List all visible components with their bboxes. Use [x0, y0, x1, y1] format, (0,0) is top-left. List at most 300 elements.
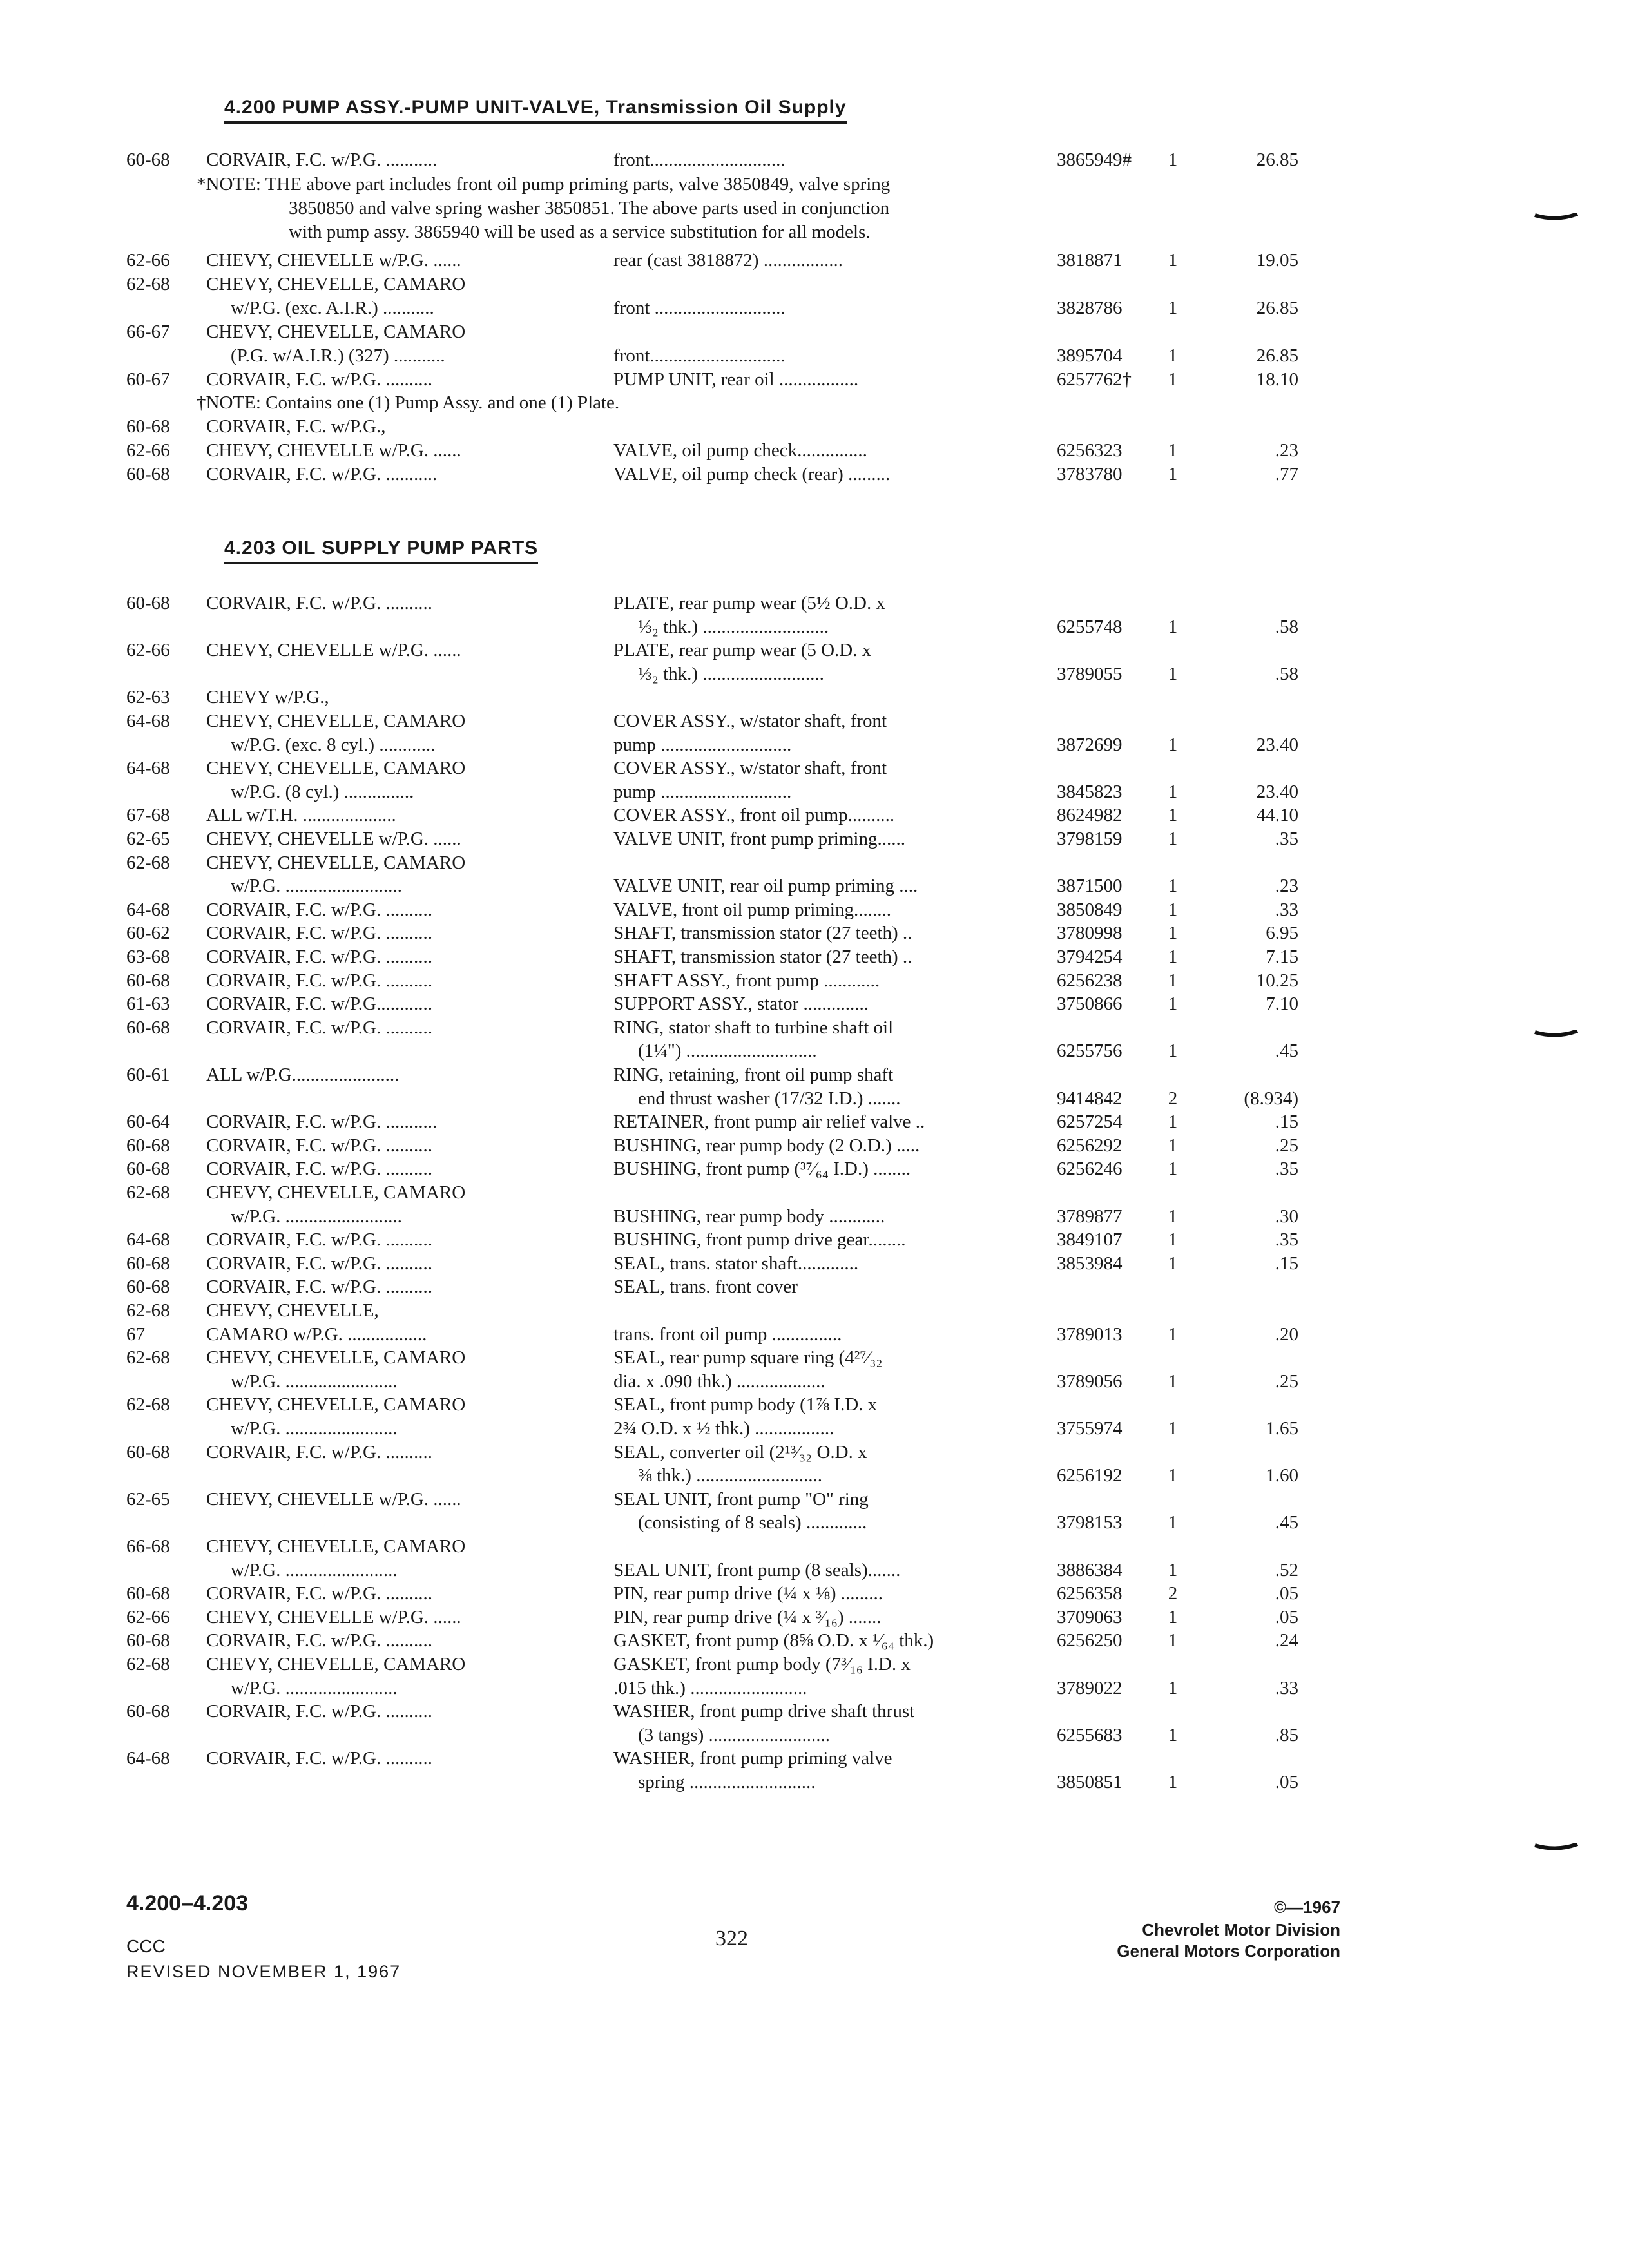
model-cell: CHEVY, CHEVELLE w/P.G. ...... [206, 829, 461, 849]
quantity-cell: 1 [1168, 1512, 1178, 1533]
model-cell: w/P.G. (exc. A.I.R.) ........... [231, 298, 434, 318]
part-row [0, 1677, 1629, 1700]
part-row [0, 1511, 1629, 1535]
part-row [0, 1559, 1629, 1582]
description-cell: SHAFT, transmission stator (27 teeth) .. [613, 947, 912, 967]
price-cell: .25 [1275, 1135, 1298, 1156]
description-cell: front............................. [613, 149, 786, 170]
year-cell: 60-68 [126, 1017, 170, 1038]
part-row [0, 969, 1629, 993]
description-cell: PLATE, rear pump wear (5 O.D. x [613, 640, 872, 660]
quantity-cell: 1 [1168, 1111, 1178, 1132]
quantity-cell: 1 [1168, 1206, 1178, 1227]
model-cell: CHEVY, CHEVELLE w/P.G. ...... [206, 1489, 461, 1510]
part-number-cell: 6256250 [1057, 1630, 1123, 1651]
footer-section-range: 4.200–4.203 [126, 1891, 249, 1916]
description-cell: SEAL, trans. front cover [613, 1276, 798, 1297]
part-row [0, 756, 1629, 780]
price-cell: .35 [1275, 1158, 1298, 1179]
part-number-cell: 3750866 [1057, 994, 1123, 1014]
model-cell: w/P.G. (8 cyl.) ............... [231, 782, 414, 802]
price-cell: .20 [1275, 1324, 1298, 1345]
margin-mark [1534, 213, 1579, 223]
price-cell: .33 [1275, 1678, 1298, 1698]
quantity-cell: 1 [1168, 923, 1178, 943]
model-cell: CHEVY, CHEVELLE, CAMARO [206, 1654, 466, 1675]
quantity-cell: 1 [1168, 464, 1178, 485]
quantity-cell: 1 [1168, 345, 1178, 366]
year-cell: 60-64 [126, 1111, 170, 1132]
quantity-cell: 1 [1168, 1324, 1178, 1345]
model-cell: CHEVY, CHEVELLE, CAMARO [206, 322, 466, 342]
part-row [0, 992, 1629, 1016]
year-cell: 64-68 [126, 899, 170, 920]
part-number-cell: 3794254 [1057, 947, 1123, 967]
model-cell: CORVAIR, F.C. w/P.G. ........... [206, 1111, 438, 1132]
model-cell: CORVAIR, F.C. w/P.G., [206, 416, 386, 437]
part-number-cell: 3789055 [1057, 664, 1123, 684]
price-cell: .35 [1275, 1229, 1298, 1250]
quantity-cell: 1 [1168, 1371, 1178, 1392]
price-cell: .23 [1275, 876, 1298, 896]
price-cell: 7.15 [1266, 947, 1298, 967]
quantity-cell: 1 [1168, 782, 1178, 802]
part-row [0, 320, 1629, 344]
part-number-cell: 3845823 [1057, 782, 1123, 802]
description-cell: pump ............................ [613, 735, 792, 755]
part-number-cell: 6256323 [1057, 440, 1123, 461]
model-cell: CORVAIR, F.C. w/P.G. .......... [206, 1748, 432, 1769]
quantity-cell: 1 [1168, 947, 1178, 967]
quantity-cell: 1 [1168, 1630, 1178, 1651]
part-number-cell: 3709063 [1057, 1607, 1123, 1628]
model-cell: w/P.G. ........................ [231, 1560, 398, 1581]
model-cell: CORVAIR, F.C. w/P.G. .......... [206, 593, 432, 613]
description-cell: WASHER, front pump priming valve [613, 1748, 892, 1769]
part-number-cell: 3798159 [1057, 829, 1123, 849]
quantity-cell: 1 [1168, 1560, 1178, 1581]
description-cell: GASKET, front pump body (7³⁄₁₆ I.D. x [613, 1654, 911, 1675]
part-row [0, 1629, 1629, 1653]
year-cell: 64-68 [126, 711, 170, 731]
part-row [0, 1606, 1629, 1629]
description-cell: VALVE UNIT, front pump priming...... [613, 829, 905, 849]
model-cell: CHEVY, CHEVELLE w/P.G. ...... [206, 250, 461, 271]
part-row [0, 1464, 1629, 1488]
part-number-cell: 6255748 [1057, 617, 1123, 637]
model-cell: CAMARO w/P.G. ................. [206, 1324, 427, 1345]
part-number-cell: 6255683 [1057, 1725, 1123, 1745]
price-cell: .05 [1275, 1772, 1298, 1792]
description-cell: (consisting of 8 seals) ............. [638, 1512, 867, 1533]
quantity-cell: 1 [1168, 1229, 1178, 1250]
model-cell: CORVAIR, F.C. w/P.G. .......... [206, 1701, 432, 1722]
part-row [0, 1228, 1629, 1252]
price-cell: 6.95 [1266, 923, 1298, 943]
part-number-cell: 3789022 [1057, 1678, 1123, 1698]
part-number-cell: 3849107 [1057, 1229, 1123, 1250]
quantity-cell: 1 [1168, 149, 1178, 170]
year-cell: 62-68 [126, 1182, 170, 1203]
model-cell: w/P.G. ........................ [231, 1678, 398, 1698]
price-cell: 23.40 [1256, 735, 1298, 755]
quantity-cell: 1 [1168, 735, 1178, 755]
part-row [0, 898, 1629, 922]
description-cell: ⅓₂ thk.) ........................... [638, 617, 829, 637]
price-cell: .05 [1275, 1607, 1298, 1628]
quantity-cell: 1 [1168, 829, 1178, 849]
quantity-cell: 1 [1168, 1158, 1178, 1179]
quantity-cell: 1 [1168, 1772, 1178, 1792]
price-cell: 19.05 [1256, 250, 1298, 271]
year-cell: 66-68 [126, 1536, 170, 1557]
part-row [0, 1441, 1629, 1465]
part-row [0, 662, 1629, 686]
model-cell: CORVAIR, F.C. w/P.G. .......... [206, 1017, 432, 1038]
part-row [0, 1535, 1629, 1559]
description-cell: RING, retaining, front oil pump shaft [613, 1064, 894, 1085]
model-cell: w/P.G. (exc. 8 cyl.) ............ [231, 735, 436, 755]
part-row [0, 591, 1629, 615]
model-cell: CHEVY, CHEVELLE, CAMARO [206, 1536, 466, 1557]
year-cell: 60-68 [126, 464, 170, 485]
margin-mark [1534, 1843, 1579, 1853]
year-cell: 62-68 [126, 1300, 170, 1321]
page-number: 322 [715, 1927, 748, 1950]
part-row [0, 615, 1629, 639]
price-cell: .58 [1275, 617, 1298, 637]
part-row [0, 1700, 1629, 1724]
year-cell: 62-68 [126, 274, 170, 294]
part-number-cell: 6256246 [1057, 1158, 1123, 1179]
part-row [0, 415, 1629, 439]
part-row [0, 1063, 1629, 1087]
model-cell: CORVAIR, F.C. w/P.G. ........... [206, 464, 438, 485]
year-cell: 60-68 [126, 1442, 170, 1463]
description-cell: trans. front oil pump ............... [613, 1324, 842, 1345]
year-cell: 60-68 [126, 593, 170, 613]
description-cell: (3 tangs) .......................... [638, 1725, 831, 1745]
part-number-cell: 3755974 [1057, 1418, 1123, 1439]
year-cell: 62-66 [126, 1607, 170, 1628]
part-row [0, 1488, 1629, 1512]
description-cell: COVER ASSY., w/stator shaft, front [613, 758, 887, 778]
margin-mark [1534, 1030, 1579, 1040]
year-cell: 62-65 [126, 829, 170, 849]
part-number-cell: 6256192 [1057, 1465, 1123, 1486]
description-cell: (1¼") ............................ [638, 1041, 817, 1061]
part-row [0, 1181, 1629, 1205]
model-cell: CHEVY, CHEVELLE w/P.G. ...... [206, 1607, 461, 1628]
quantity-cell: 1 [1168, 369, 1178, 390]
description-cell: SEAL UNIT, front pump (8 seals)....... [613, 1560, 901, 1581]
part-number-cell: 3871500 [1057, 876, 1123, 896]
note-line: with pump assy. 3865940 will be used as a service substitution for all models. [289, 222, 871, 242]
part-row [0, 1275, 1629, 1299]
part-row [0, 1299, 1629, 1323]
quantity-cell: 1 [1168, 1135, 1178, 1156]
part-number-cell: 6255756 [1057, 1041, 1123, 1061]
part-row [0, 344, 1629, 368]
year-cell: 62-68 [126, 1394, 170, 1415]
price-cell: .30 [1275, 1206, 1298, 1227]
quantity-cell: 1 [1168, 1607, 1178, 1628]
part-row [0, 874, 1629, 898]
part-row [0, 296, 1629, 320]
description-cell: ⅜ thk.) ........................... [638, 1465, 822, 1486]
quantity-cell: 1 [1168, 899, 1178, 920]
description-cell: PUMP UNIT, rear oil ................. [613, 369, 859, 390]
description-cell: WASHER, front pump drive shaft thrust [613, 1701, 915, 1722]
year-cell: 60-68 [126, 1158, 170, 1179]
model-cell: w/P.G. ........................ [231, 1418, 398, 1439]
model-cell: w/P.G. ......................... [231, 1206, 402, 1227]
model-cell: CHEVY w/P.G., [206, 687, 329, 707]
part-row [0, 1417, 1629, 1441]
model-cell: CHEVY, CHEVELLE, CAMARO [206, 1394, 466, 1415]
model-cell: ALL w/P.G....................... [206, 1064, 400, 1085]
price-cell: 7.10 [1266, 994, 1298, 1014]
part-row [0, 1653, 1629, 1677]
price-cell: 26.85 [1256, 345, 1298, 366]
model-cell: CHEVY, CHEVELLE w/P.G. ...... [206, 440, 461, 461]
price-cell: 1.65 [1266, 1418, 1298, 1439]
model-cell: CHEVY, CHEVELLE, CAMARO [206, 1347, 466, 1368]
part-number-cell: 6257254 [1057, 1111, 1123, 1132]
model-cell: CHEVY, CHEVELLE, CAMARO [206, 1182, 466, 1203]
dagger-note: †NOTE: Contains one (1) Pump Assy. and one (1) Plate. [197, 392, 620, 413]
model-cell: w/P.G. ........................ [231, 1371, 398, 1392]
part-row [0, 1087, 1629, 1111]
description-cell: BUSHING, rear pump body ............ [613, 1206, 885, 1227]
price-cell: 18.10 [1256, 369, 1298, 390]
part-row [0, 1393, 1629, 1417]
part-row [0, 1370, 1629, 1394]
price-cell: .58 [1275, 664, 1298, 684]
price-cell: .45 [1275, 1512, 1298, 1533]
footer-corporation: General Motors Corporation [1117, 1941, 1340, 1961]
model-cell: CHEVY, CHEVELLE, [206, 1300, 379, 1321]
quantity-cell: 2 [1168, 1583, 1178, 1604]
description-cell: PLATE, rear pump wear (5½ O.D. x [613, 593, 886, 613]
description-cell: PIN, rear pump drive (¼ x ⅛) ......... [613, 1583, 883, 1604]
description-cell: end thrust washer (17/32 I.D.) ....... [638, 1088, 901, 1109]
part-row [0, 1346, 1629, 1370]
footer-division: Chevrolet Motor Division [1142, 1920, 1340, 1939]
part-number-cell: 3850849 [1057, 899, 1123, 920]
part-row [0, 463, 1629, 486]
part-row [0, 639, 1629, 662]
part-number-cell: 3798153 [1057, 1512, 1123, 1533]
description-cell: VALVE, front oil pump priming........ [613, 899, 891, 920]
model-cell: CHEVY, CHEVELLE w/P.G. ...... [206, 640, 461, 660]
model-cell: CORVAIR, F.C. w/P.G. .......... [206, 1442, 432, 1463]
price-cell: .25 [1275, 1371, 1298, 1392]
model-cell: CORVAIR, F.C. w/P.G. .......... [206, 970, 432, 991]
part-row [0, 709, 1629, 733]
year-cell: 62-63 [126, 687, 170, 707]
price-cell: .05 [1275, 1583, 1298, 1604]
model-cell: CORVAIR, F.C. w/P.G. .......... [206, 1229, 432, 1250]
part-row [0, 1724, 1629, 1747]
part-row [0, 780, 1629, 804]
price-cell: .24 [1275, 1630, 1298, 1651]
description-cell: .015 thk.) ......................... [613, 1678, 807, 1698]
model-cell: CORVAIR, F.C. w/P.G. .......... [206, 1158, 432, 1179]
quantity-cell: 1 [1168, 876, 1178, 896]
part-number-cell: 3780998 [1057, 923, 1123, 943]
quantity-cell: 1 [1168, 970, 1178, 991]
year-cell: 62-66 [126, 250, 170, 271]
section-4200-title: 4.200 PUMP ASSY.-PUMP UNIT-VALVE, Transmission Oil Supply [224, 97, 847, 124]
quantity-cell: 1 [1168, 1418, 1178, 1439]
model-cell: ALL w/T.H. .................... [206, 805, 396, 825]
year-cell: 60-68 [126, 1583, 170, 1604]
part-number-cell: 3850851 [1057, 1772, 1123, 1792]
part-number-cell: 3895704 [1057, 345, 1123, 366]
part-number-cell: 8624982 [1057, 805, 1123, 825]
price-cell: .85 [1275, 1725, 1298, 1745]
year-cell: 64-68 [126, 1229, 170, 1250]
quantity-cell: 1 [1168, 805, 1178, 825]
description-cell: SHAFT, transmission stator (27 teeth) .. [613, 923, 912, 943]
part-row [0, 733, 1629, 757]
model-cell: CORVAIR, F.C. w/P.G. .......... [206, 1276, 432, 1297]
part-row [0, 439, 1629, 463]
year-cell: 60-68 [126, 149, 170, 170]
description-cell: SEAL, converter oil (2¹³⁄₃₂ O.D. x [613, 1442, 867, 1463]
description-cell: SEAL, trans. stator shaft............. [613, 1253, 859, 1274]
description-cell: VALVE UNIT, rear oil pump priming .... [613, 876, 918, 896]
price-cell: 44.10 [1256, 805, 1298, 825]
part-number-cell: 3828786 [1057, 298, 1123, 318]
note-line: 3850850 and valve spring washer 3850851. The above parts used in conjunction [289, 198, 890, 218]
description-cell: BUSHING, rear pump body (2 O.D.) ..... [613, 1135, 920, 1156]
part-number-cell: 3783780 [1057, 464, 1123, 485]
model-cell: CORVAIR, F.C. w/P.G. .......... [206, 1253, 432, 1274]
year-cell: 61-63 [126, 994, 170, 1014]
part-number-cell: 3865949# [1057, 149, 1132, 170]
part-row [0, 148, 1629, 172]
description-cell: VALVE, oil pump check (rear) ......... [613, 464, 891, 485]
price-cell: (8.934) [1244, 1088, 1298, 1109]
part-row [0, 945, 1629, 969]
part-number-cell: 3886384 [1057, 1560, 1123, 1581]
quantity-cell: 1 [1168, 1678, 1178, 1698]
price-cell: .77 [1275, 464, 1298, 485]
year-cell: 62-68 [126, 1654, 170, 1675]
year-cell: 60-68 [126, 1135, 170, 1156]
description-cell: SEAL, rear pump square ring (4²⁷⁄₃₂ [613, 1347, 883, 1368]
part-row [0, 1771, 1629, 1794]
description-cell: PIN, rear pump drive (¼ x ³⁄₁₆) ....... [613, 1607, 882, 1628]
part-row [0, 1747, 1629, 1771]
part-row [0, 851, 1629, 875]
quantity-cell: 1 [1168, 250, 1178, 271]
part-row [0, 1039, 1629, 1063]
year-cell: 67 [126, 1324, 145, 1345]
price-cell: .45 [1275, 1041, 1298, 1061]
part-row [0, 1157, 1629, 1181]
description-cell: 2¾ O.D. x ½ thk.) ................. [613, 1418, 834, 1439]
footer-revised-date: REVISED NOVEMBER 1, 1967 [126, 1962, 401, 1981]
part-row [0, 1016, 1629, 1040]
year-cell: 60-61 [126, 1064, 170, 1085]
description-cell: SHAFT ASSY., front pump ............ [613, 970, 880, 991]
price-cell: .15 [1275, 1253, 1298, 1274]
footer-code: CCC [126, 1936, 166, 1956]
quantity-cell: 1 [1168, 298, 1178, 318]
year-cell: 62-66 [126, 440, 170, 461]
description-cell: RING, stator shaft to turbine shaft oil [613, 1017, 894, 1038]
part-row [0, 1110, 1629, 1134]
year-cell: 60-68 [126, 1253, 170, 1274]
quantity-cell: 1 [1168, 1253, 1178, 1274]
part-row [0, 273, 1629, 296]
model-cell: w/P.G. ......................... [231, 876, 402, 896]
description-cell: SUPPORT ASSY., stator .............. [613, 994, 869, 1014]
copyright: ©—1967 [1274, 1898, 1340, 1917]
year-cell: 62-66 [126, 640, 170, 660]
year-cell: 60-68 [126, 1701, 170, 1722]
part-number-cell: 9414842 [1057, 1088, 1123, 1109]
year-cell: 62-68 [126, 1347, 170, 1368]
part-number-cell: 3789056 [1057, 1371, 1123, 1392]
model-cell: CHEVY, CHEVELLE, CAMARO [206, 274, 466, 294]
description-cell: rear (cast 3818872) ................. [613, 250, 843, 271]
price-cell: 26.85 [1256, 298, 1298, 318]
year-cell: 60-68 [126, 970, 170, 991]
description-cell: front ............................ [613, 298, 786, 318]
part-row [0, 827, 1629, 851]
part-row [0, 921, 1629, 945]
year-cell: 60-68 [126, 1630, 170, 1651]
part-row [0, 249, 1629, 273]
price-cell: .15 [1275, 1111, 1298, 1132]
description-cell: dia. x .090 thk.) ................... [613, 1371, 825, 1392]
description-cell: COVER ASSY., w/stator shaft, front [613, 711, 887, 731]
part-row [0, 1134, 1629, 1158]
model-cell: CHEVY, CHEVELLE, CAMARO [206, 711, 466, 731]
year-cell: 62-68 [126, 852, 170, 873]
year-cell: 66-67 [126, 322, 170, 342]
price-cell: 10.25 [1256, 970, 1298, 991]
price-cell: .52 [1275, 1560, 1298, 1581]
part-row [0, 1252, 1629, 1276]
part-row [0, 368, 1629, 392]
model-cell: CORVAIR, F.C. w/P.G. .......... [206, 369, 432, 390]
quantity-cell: 1 [1168, 1041, 1178, 1061]
part-number-cell: 3789877 [1057, 1206, 1123, 1227]
price-cell: .35 [1275, 829, 1298, 849]
description-cell: GASKET, front pump (8⅝ O.D. x ¹⁄₆₄ thk.) [613, 1630, 934, 1651]
part-number-cell: 6256292 [1057, 1135, 1123, 1156]
part-number-cell: 3789013 [1057, 1324, 1123, 1345]
part-number-cell: 6256238 [1057, 970, 1123, 991]
model-cell: CORVAIR, F.C. w/P.G. .......... [206, 1583, 432, 1604]
description-cell: BUSHING, front pump drive gear........ [613, 1229, 906, 1250]
year-cell: 60-62 [126, 923, 170, 943]
model-cell: (P.G. w/A.I.R.) (327) ........... [231, 345, 445, 366]
quantity-cell: 1 [1168, 1465, 1178, 1486]
section-4203-title: 4.203 OIL SUPPLY PUMP PARTS [224, 537, 538, 564]
model-cell: CORVAIR, F.C. w/P.G. .......... [206, 899, 432, 920]
year-cell: 67-68 [126, 805, 170, 825]
part-number-cell: 6256358 [1057, 1583, 1123, 1604]
part-row [0, 1582, 1629, 1606]
part-row [0, 1205, 1629, 1229]
year-cell: 63-68 [126, 947, 170, 967]
